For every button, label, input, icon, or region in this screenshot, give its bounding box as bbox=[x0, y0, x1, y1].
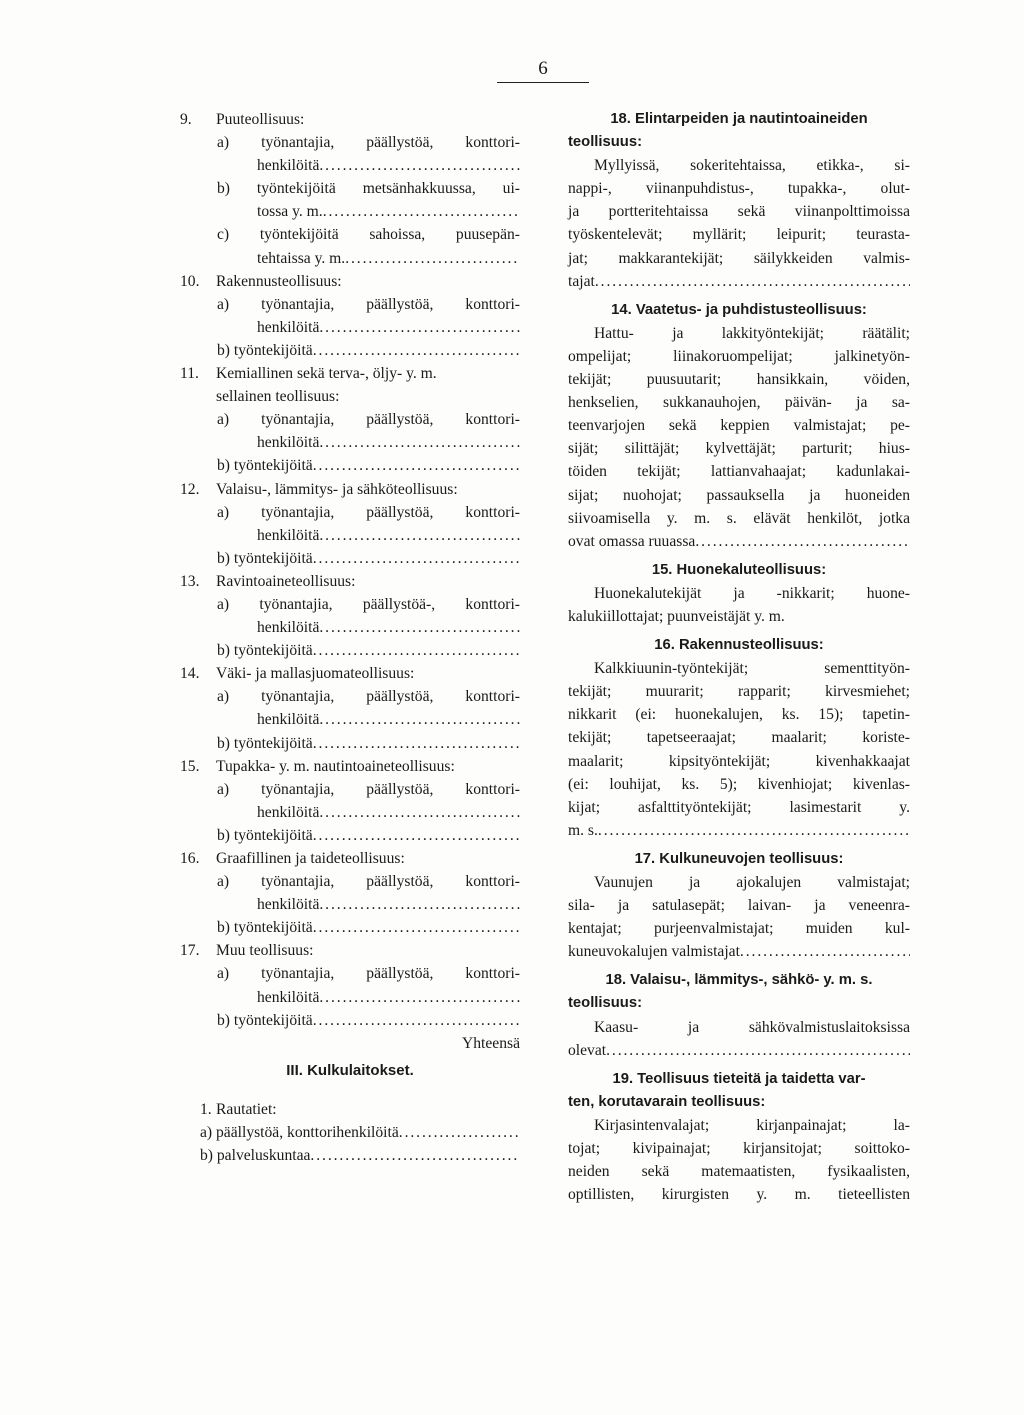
category-block bbox=[568, 848, 910, 963]
item-text bbox=[217, 454, 520, 477]
rail-item-main: a) päällystöä, konttorihenkilöitä bbox=[200, 1124, 399, 1142]
text-line: työskentelevät; myllärit; leipurit; teurasta- bbox=[568, 226, 910, 244]
leader-dots bbox=[319, 316, 520, 339]
category-block bbox=[568, 1068, 910, 1207]
leader-dots bbox=[310, 1144, 520, 1167]
text-end: ovat omassa ruuassa bbox=[568, 532, 696, 550]
item-line bbox=[180, 824, 520, 847]
item-text-main: a) työnantajia, päällystöä, konttori- bbox=[217, 411, 520, 429]
item-text-end: henkilöitä bbox=[257, 157, 320, 175]
item-line bbox=[180, 916, 520, 939]
section-title-cont: sellainen teollisuus: bbox=[216, 388, 340, 406]
item-text-end: henkilöitä bbox=[257, 803, 320, 821]
section-title: Ravintoaineteollisuus: bbox=[216, 572, 356, 590]
leader-dots bbox=[319, 801, 520, 824]
item-line bbox=[180, 986, 520, 1009]
text-line: siivoamisella y. m. s. elävät henkilöt, jotka bbox=[568, 509, 910, 527]
text-end: m. s. bbox=[568, 821, 598, 839]
text-line: ja portteritehtaissa sekä viinanpolttimoissa bbox=[568, 203, 910, 221]
text-line: optillisten, kirurgisten y. m. tieteellisten bbox=[568, 1186, 910, 1204]
section-title: Valaisu-, lämmitys- ja sähköteollisuus: bbox=[216, 480, 458, 498]
item-line bbox=[180, 778, 520, 801]
item-text-main: a) työnantajia, päällystöä-, konttori- bbox=[217, 595, 520, 613]
item-line bbox=[180, 524, 520, 547]
item-line bbox=[180, 962, 520, 985]
item-text-cont bbox=[257, 524, 520, 547]
text-line-end bbox=[568, 940, 910, 963]
item-text bbox=[217, 962, 520, 985]
text-line: sijät; silittäjät; kylvettäjät; parturit; hius- bbox=[568, 440, 910, 458]
item-text-main: a) työnantajia, päällystöä, konttori- bbox=[217, 965, 520, 983]
section-heading bbox=[180, 939, 520, 962]
category-heading: 18. Valaisu-, lämmitys-, sähkö- y. m. s. bbox=[605, 972, 873, 989]
section-title: Graafillinen ja taideteollisuus: bbox=[216, 850, 405, 867]
category-text bbox=[568, 322, 910, 553]
text-line: tekijät; muurarit; rapparit; kirvesmiehet; bbox=[568, 683, 910, 701]
item-line bbox=[180, 616, 520, 639]
text-line: maalarit; kipsityöntekijät; kivenhakkaajat bbox=[568, 752, 910, 770]
section-number: 12. bbox=[180, 480, 200, 498]
text-line: ompelijat; liinakoruompelijat; jalkinetyön- bbox=[568, 347, 910, 365]
section-heading bbox=[180, 362, 520, 385]
leader-dots bbox=[319, 893, 520, 916]
text-end: tajat bbox=[568, 272, 595, 290]
leader-dots bbox=[399, 1121, 520, 1144]
leader-dots bbox=[313, 1009, 520, 1032]
page-number: 6 bbox=[497, 58, 589, 83]
category-heading-cont: teollisuus: bbox=[568, 134, 642, 151]
section-title: Kemiallinen sekä terva-, öljy- y. m. bbox=[216, 365, 437, 383]
category-heading: 15. Huonekaluteollisuus: bbox=[651, 561, 827, 578]
item-text-main: a) työnantajia, päällystöä, konttori- bbox=[217, 873, 520, 891]
section-number: 10. bbox=[180, 272, 200, 290]
item-text-main: a) työnantajia, päällystöä, konttori- bbox=[217, 295, 520, 313]
text-line: nikkarit (ei: huonekalujen, ks. 15); tapetin- bbox=[568, 706, 910, 724]
item-line bbox=[180, 639, 520, 662]
rail-item-text bbox=[200, 1144, 520, 1167]
text-line: neiden sekä matemaatisten, fysikaalisten, bbox=[568, 1163, 910, 1181]
item-line bbox=[180, 431, 520, 454]
item-text bbox=[217, 916, 520, 939]
section-heading bbox=[180, 570, 520, 593]
item-line bbox=[180, 339, 520, 362]
section-title: Puuteollisuus: bbox=[216, 111, 305, 128]
item-text-cont bbox=[257, 200, 520, 223]
item-text-end: tehtaissa y. m. bbox=[257, 249, 346, 267]
item-line bbox=[180, 801, 520, 824]
text-line: tekijät; puusuutarit; hansikkain, vöiden, bbox=[568, 371, 910, 389]
item-text-end: henkilöitä bbox=[257, 434, 320, 452]
leader-dots bbox=[595, 270, 910, 293]
text-line: teenvarjojen sekä keppien valmistajat; pe- bbox=[568, 417, 910, 435]
category-heading: 19. Teollisuus tieteitä ja taidetta var- bbox=[612, 1070, 866, 1087]
item-line bbox=[180, 454, 520, 477]
item-text bbox=[217, 131, 520, 154]
section-heading bbox=[180, 662, 520, 685]
leader-dots bbox=[598, 819, 910, 842]
item-text-cont bbox=[257, 316, 520, 339]
left-column bbox=[180, 108, 520, 1167]
leader-dots bbox=[323, 200, 520, 223]
rail-item-text bbox=[200, 1121, 520, 1144]
leader-dots bbox=[313, 454, 520, 477]
item-text-end: henkilöitä bbox=[257, 318, 320, 336]
item-text bbox=[217, 732, 520, 755]
text-line: Kalkkiuunin-työntekijät; sementtityön- bbox=[594, 660, 910, 678]
leader-dots bbox=[319, 154, 520, 177]
part-heading: III. Kulkulaitokset. bbox=[286, 1061, 414, 1079]
text-line: Kaasu- ja sähkövalmistuslaitoksissa bbox=[594, 1018, 910, 1036]
item-text-main: b) työntekijöitä metsänhakkuussa, ui- bbox=[217, 180, 520, 198]
item-text-main: a) työnantajia, päällystöä, konttori- bbox=[217, 503, 520, 521]
section-number: 11. bbox=[180, 365, 199, 383]
item-line bbox=[180, 131, 520, 154]
section-number: 9. bbox=[180, 111, 192, 128]
text-line: sila- ja satulasepät; laivan- ja veneenra- bbox=[568, 897, 910, 915]
leader-dots bbox=[313, 732, 520, 755]
item-text-main: b) työntekijöitä bbox=[217, 642, 313, 660]
leader-dots bbox=[313, 339, 520, 362]
item-line bbox=[180, 547, 520, 570]
item-text bbox=[217, 870, 520, 893]
leader-dots bbox=[313, 639, 520, 662]
item-text-main: b) työntekijöitä bbox=[217, 457, 313, 475]
section-number: 15. bbox=[180, 757, 200, 775]
item-text-main: a) työnantajia, päällystöä, konttori- bbox=[217, 134, 520, 152]
text-line: sijat; nuohojat; passauksella ja huoneiden bbox=[568, 486, 910, 504]
item-line bbox=[180, 593, 520, 616]
section-number: 17. bbox=[180, 942, 200, 960]
text-line-end bbox=[568, 605, 910, 628]
item-line bbox=[180, 1009, 520, 1032]
leader-dots bbox=[313, 916, 520, 939]
item-text-cont bbox=[257, 708, 520, 731]
item-line bbox=[180, 408, 520, 431]
leader-dots bbox=[319, 708, 520, 731]
category-heading: 17. Kulkuneuvojen teollisuus: bbox=[634, 850, 844, 867]
item-text-end: henkilöitä bbox=[257, 619, 320, 637]
item-text bbox=[217, 685, 520, 708]
leader-dots bbox=[313, 547, 520, 570]
rail-heading bbox=[180, 1098, 520, 1121]
total-line bbox=[180, 1032, 520, 1055]
item-text-main: b) työntekijöitä bbox=[217, 919, 313, 937]
category-heading: 14. Vaatetus- ja puhdistusteollisuus: bbox=[611, 301, 867, 318]
section-heading bbox=[180, 270, 520, 293]
category-text bbox=[568, 1114, 910, 1206]
section-heading bbox=[180, 478, 520, 501]
rail-item-main: b) palveluskuntaa bbox=[200, 1147, 311, 1165]
category-heading-cont: teollisuus: bbox=[568, 995, 642, 1012]
rail-title: Rautatiet: bbox=[216, 1100, 277, 1118]
text-line: kentajat; purjeenvalmistajat; muiden kul- bbox=[568, 920, 910, 938]
right-column bbox=[568, 108, 910, 1212]
text-line-end bbox=[568, 270, 910, 293]
category-block bbox=[568, 559, 910, 628]
category-block bbox=[568, 634, 910, 842]
section-title: Tupakka- y. m. nautintoaineteollisuus: bbox=[216, 757, 455, 775]
item-text-main: b) työntekijöitä bbox=[217, 1011, 313, 1029]
item-line bbox=[180, 247, 520, 270]
item-line bbox=[180, 893, 520, 916]
item-line bbox=[180, 501, 520, 524]
category-heading: 16. Rakennusteollisuus: bbox=[654, 637, 824, 654]
item-text bbox=[217, 547, 520, 570]
item-text bbox=[217, 639, 520, 662]
leader-dots bbox=[319, 986, 520, 1009]
text-line: tojat; kivipainajat; kirjansitojat; soittoko- bbox=[568, 1140, 910, 1158]
item-text-end: tossa y. m. bbox=[257, 203, 323, 221]
item-text-end: henkilöitä bbox=[257, 526, 320, 544]
text-line: kijat; asfalttityöntekijät; lasimestarit y. bbox=[568, 798, 910, 816]
item-text bbox=[217, 408, 520, 431]
text-line: Huonekalutekijät ja -nikkarit; huone- bbox=[594, 584, 910, 602]
text-end: kalukiillottajat; puunveistäjät y. m. bbox=[568, 607, 785, 625]
item-text-end: henkilöitä bbox=[257, 896, 320, 914]
item-text-cont bbox=[257, 431, 520, 454]
category-text bbox=[568, 154, 910, 293]
category-heading: 18. Elintarpeiden ja nautintoaineiden bbox=[610, 111, 868, 127]
item-text bbox=[217, 593, 520, 616]
leader-dots bbox=[319, 616, 520, 639]
category-block bbox=[568, 108, 910, 293]
item-text-main: b) työntekijöitä bbox=[217, 549, 313, 567]
leader-dots bbox=[695, 530, 910, 553]
item-line bbox=[180, 870, 520, 893]
section-number: 13. bbox=[180, 572, 200, 590]
item-text-cont bbox=[257, 616, 520, 639]
text-line: Hattu- ja lakkityöntekijät; räätälit; bbox=[594, 324, 910, 342]
item-text-cont bbox=[257, 801, 520, 824]
section-title: Muu teollisuus: bbox=[216, 942, 314, 960]
category-text bbox=[568, 871, 910, 963]
item-text-main: a) työnantajia, päällystöä, konttori- bbox=[217, 688, 520, 706]
item-line bbox=[180, 177, 520, 200]
category-text bbox=[568, 1016, 910, 1062]
text-line-end bbox=[568, 819, 910, 842]
leader-dots bbox=[319, 524, 520, 547]
item-text-main: b) työntekijöitä bbox=[217, 826, 313, 844]
item-line bbox=[180, 200, 520, 223]
leader-dots bbox=[345, 247, 520, 270]
item-text bbox=[217, 177, 520, 200]
leader-dots bbox=[740, 940, 910, 963]
item-line bbox=[180, 154, 520, 177]
category-heading-cont: ten, korutavarain teollisuus: bbox=[568, 1093, 766, 1110]
item-text bbox=[217, 339, 520, 362]
text-line: Kirjasintenvalajat; kirjanpainajat; la- bbox=[594, 1116, 910, 1134]
text-end: olevat bbox=[568, 1041, 607, 1059]
text-line-end bbox=[568, 530, 910, 553]
leader-dots bbox=[313, 824, 520, 847]
leader-dots bbox=[319, 431, 520, 454]
item-text-cont bbox=[257, 986, 520, 1009]
item-text bbox=[217, 223, 520, 246]
text-line: Myllyissä, sokeritehtaissa, etikka-, si- bbox=[594, 157, 910, 175]
text-line: Vaunujen ja ajokalujen valmistajat; bbox=[594, 874, 910, 891]
text-line: tekijät; tapetseeraajat; maalarit; koriste- bbox=[568, 729, 910, 747]
rail-item bbox=[180, 1144, 520, 1167]
item-line bbox=[180, 732, 520, 755]
rail-number: 1. bbox=[200, 1100, 212, 1118]
item-text bbox=[217, 501, 520, 524]
item-text-main: a) työnantajia, päällystöä, konttori- bbox=[217, 780, 520, 798]
item-text bbox=[217, 824, 520, 847]
rail-item bbox=[180, 1121, 520, 1144]
category-block bbox=[568, 969, 910, 1061]
section-title: Rakennusteollisuus: bbox=[216, 272, 342, 290]
text-line: jat; makkarantekijät; säilykkeiden valmis- bbox=[568, 249, 910, 267]
section-heading bbox=[180, 108, 520, 131]
item-text-end: henkilöitä bbox=[257, 711, 320, 729]
total-label: Yhteensä bbox=[461, 1034, 520, 1052]
item-text-cont bbox=[257, 893, 520, 916]
text-line: nappi-, viinanpuhdistus-, tupakka-, olut- bbox=[568, 180, 910, 198]
item-text-cont bbox=[257, 154, 520, 177]
text-line: töiden tekijät; lattianvahaajat; kadunlakai- bbox=[568, 463, 910, 481]
section-number: 14. bbox=[180, 665, 200, 683]
item-text-main: b) työntekijöitä bbox=[217, 734, 313, 752]
text-line-end bbox=[568, 1039, 910, 1062]
item-text-cont bbox=[257, 247, 520, 270]
section-title: Väki- ja mallasjuomateollisuus: bbox=[216, 665, 415, 683]
item-text-main: b) työntekijöitä bbox=[217, 341, 313, 359]
item-text bbox=[217, 293, 520, 316]
text-line: (ei: louhijat, ks. 5); kivenhiojat; kivenlas- bbox=[568, 775, 910, 793]
section-heading-cont bbox=[180, 385, 520, 408]
text-end: kuneuvokalujen valmistajat bbox=[568, 943, 740, 961]
item-line bbox=[180, 223, 520, 246]
leader-dots bbox=[606, 1039, 910, 1062]
item-text-end: henkilöitä bbox=[257, 988, 320, 1006]
item-line bbox=[180, 708, 520, 731]
item-line bbox=[180, 316, 520, 339]
item-text bbox=[217, 1009, 520, 1032]
text-line: henkselien, sukkanauhojen, päivän- ja sa- bbox=[568, 394, 910, 412]
item-line bbox=[180, 293, 520, 316]
item-line bbox=[180, 685, 520, 708]
category-text bbox=[568, 582, 910, 628]
item-text-main: c) työntekijöitä sahoissa, puusepän- bbox=[217, 226, 520, 244]
category-block bbox=[568, 299, 910, 553]
item-text bbox=[217, 778, 520, 801]
section-number: 16. bbox=[180, 850, 200, 867]
section-heading bbox=[180, 755, 520, 778]
category-text bbox=[568, 657, 910, 842]
section-heading bbox=[180, 847, 520, 870]
